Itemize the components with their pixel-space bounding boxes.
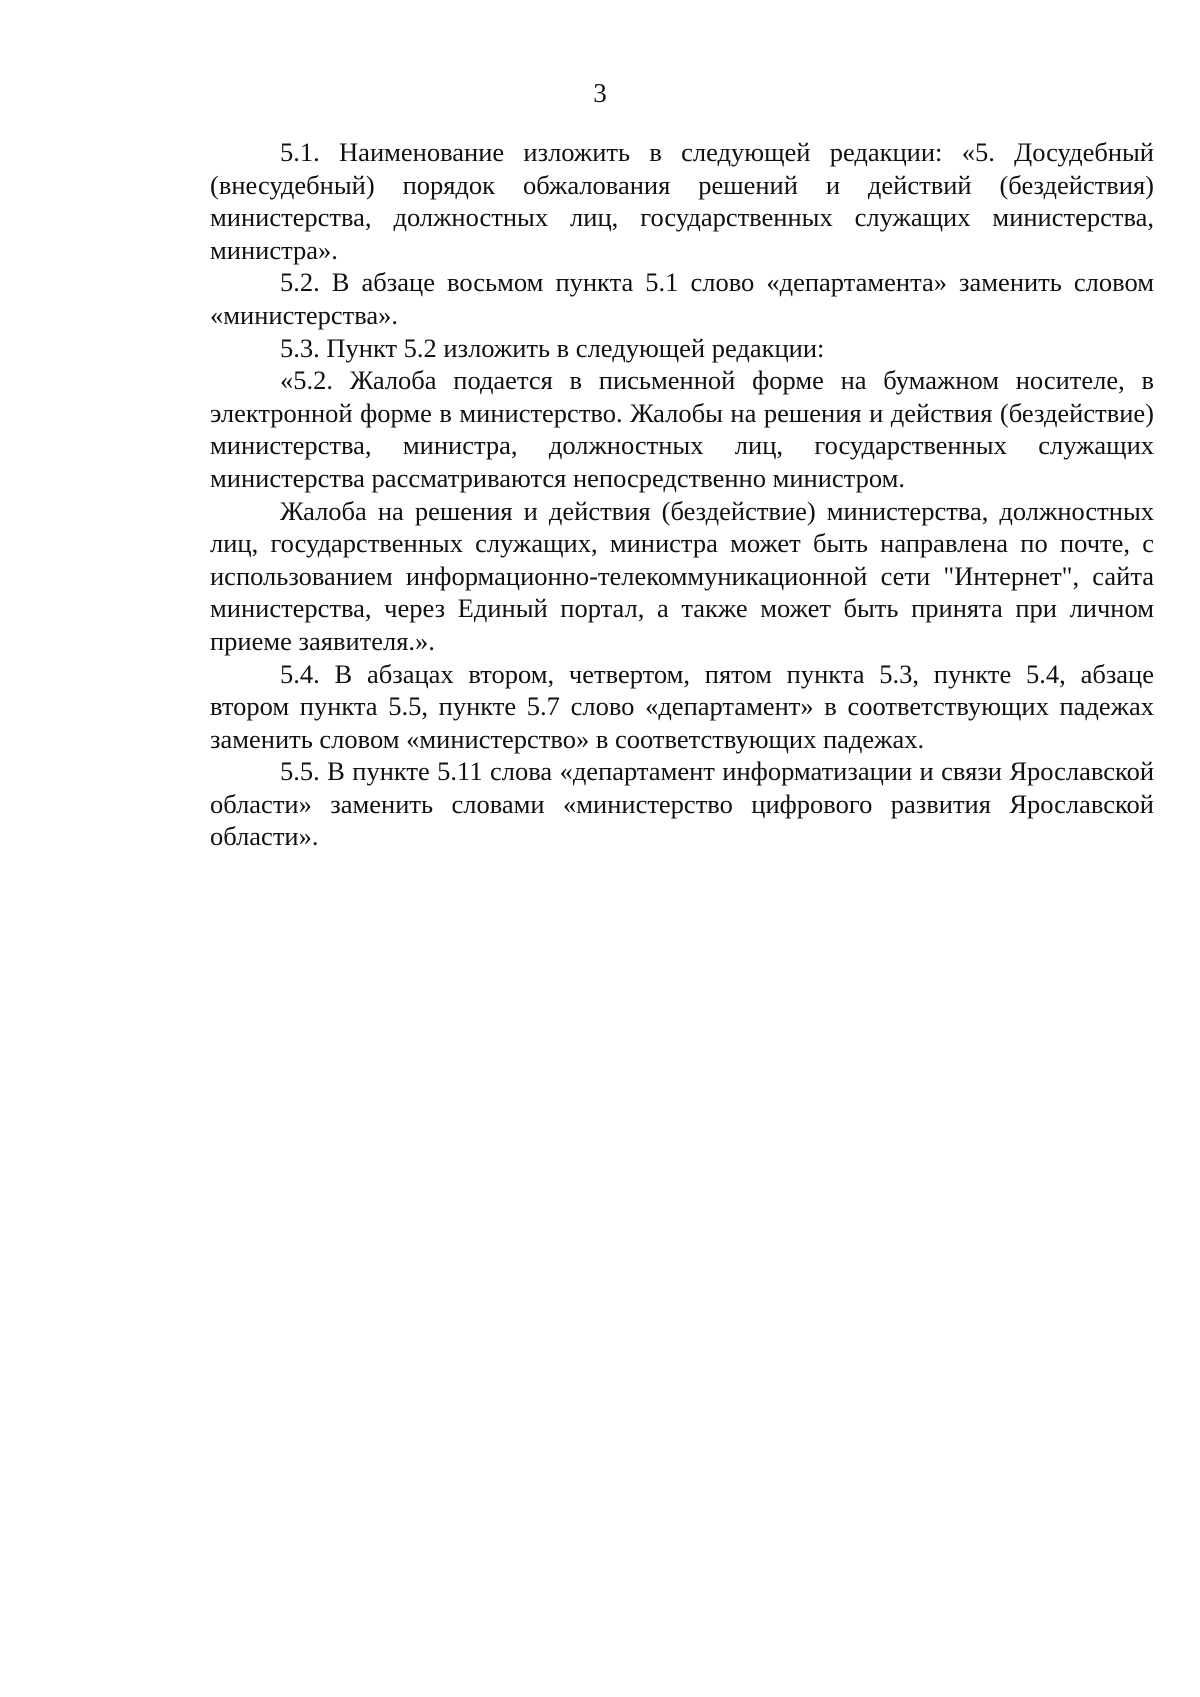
paragraph-quoted-5-2: «5.2. Жалоба подается в письменной форме на бумажном носителе, в электронной форме в министерство. Жалобы на решения и действия (бездействие) министерства, министра, должностных лиц, государственных служащих министерства рассматриваются непосредственно министром.	[210, 365, 1154, 493]
page-number: 3	[593, 78, 607, 108]
paragraph-5-1: 5.1. Наименование изложить в следующей редакции: «5. Досудебный (внесудебный) порядок обжалования решений и действий (бездействия) министерства, должностных лиц, государственных служащих министерства, министра».	[210, 137, 1154, 265]
document-body	[210, 136, 1154, 853]
paragraph-5-5: 5.5. В пункте 5.11 слова «департамент информатизации и связи Ярославской области» заменить словами «министерство цифрового развития Ярославской области».	[210, 756, 1154, 852]
paragraph-5-2: 5.2. В абзаце восьмом пункта 5.1 слово «департамента» заменить словом «министерства».	[210, 267, 1154, 330]
paragraph-complaint-channels: Жалоба на решения и действия (бездействие) министерства, должностных лиц, государственных служащих, министра может быть направлена по почте, с использованием информационно-телекоммуникационной сети "Интернет", сайта министерства, через Единый портал, а также может быть принята при личном приеме заявителя.».	[210, 495, 1154, 656]
paragraph-5-3: 5.3. Пункт 5.2 изложить в следующей редакции:	[280, 332, 825, 363]
paragraph-5-4: 5.4. В абзацах втором, четвертом, пятом пункта 5.3, пункте 5.4, абзаце втором пункта 5.5, пункте 5.7 слово «департамент» в соответствующих падежах заменить словом «министерство» в соответствующих падежах.	[210, 658, 1154, 754]
